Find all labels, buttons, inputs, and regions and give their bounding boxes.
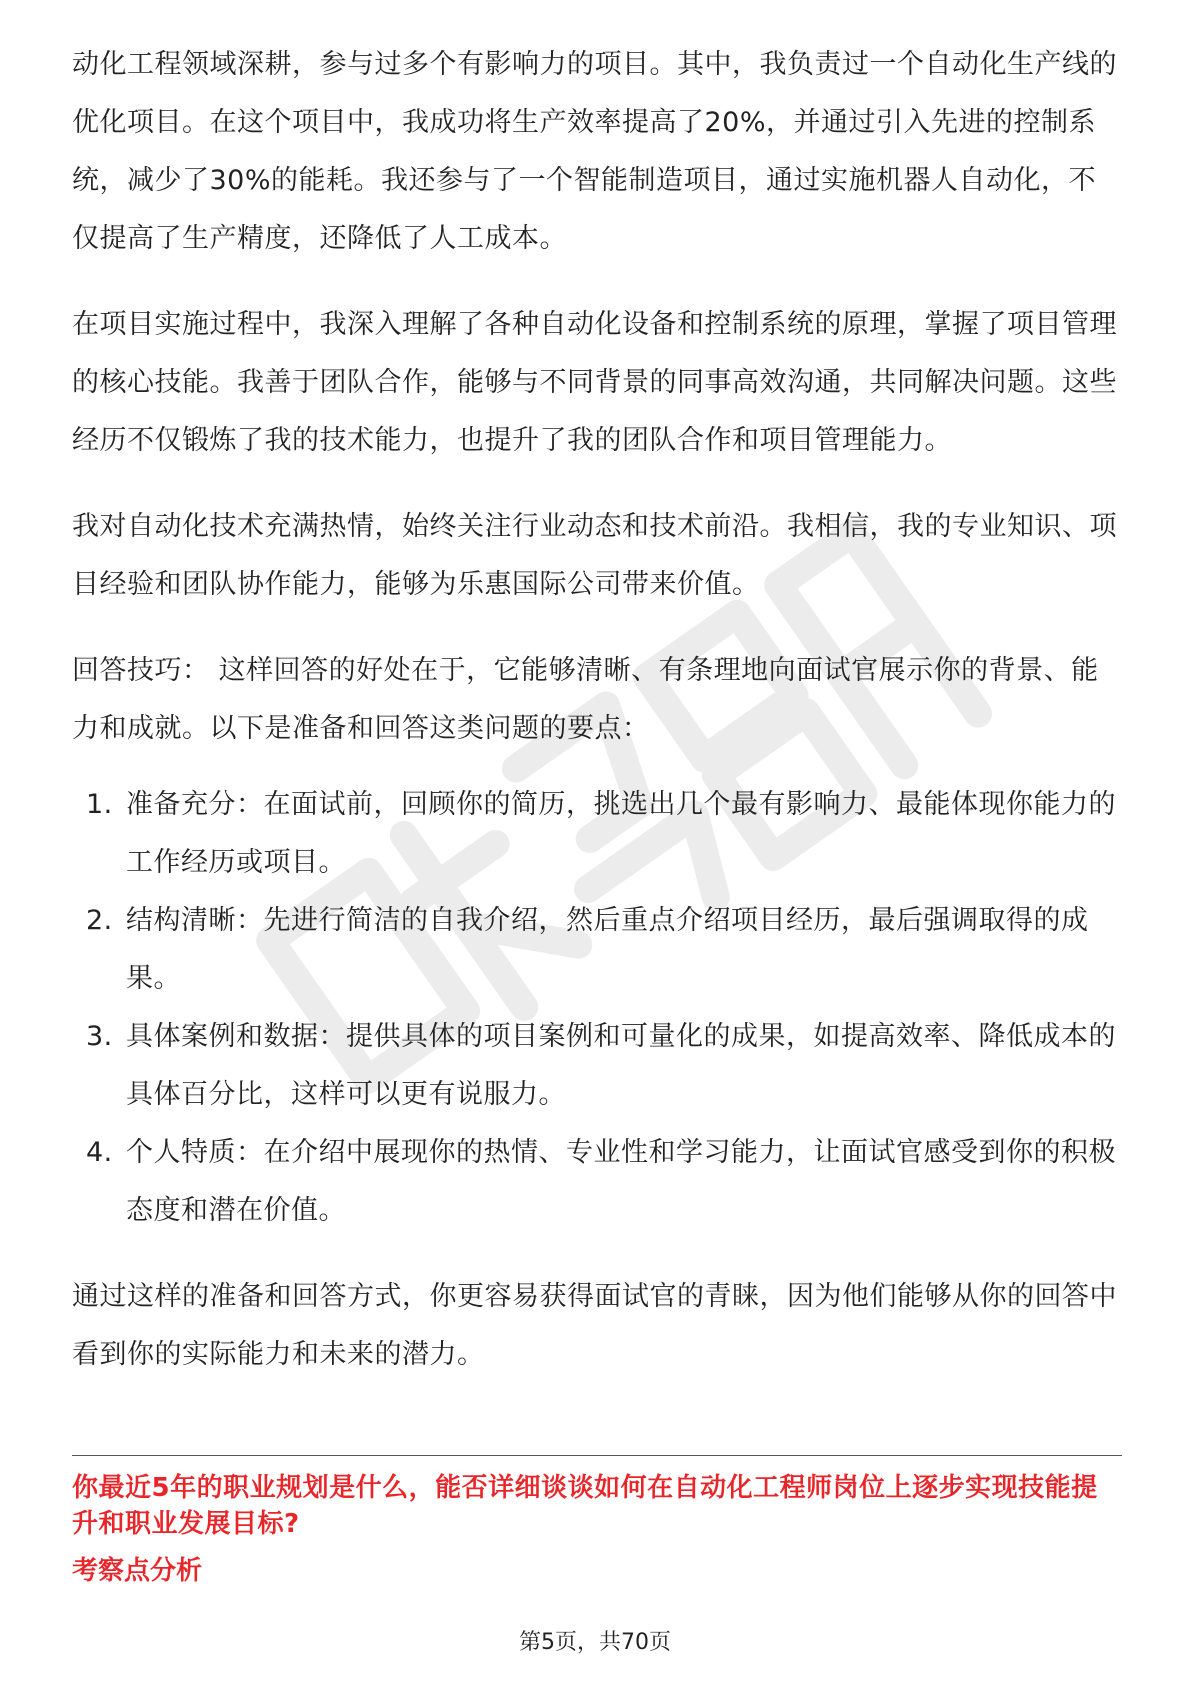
document-body	[72, 36, 1122, 1384]
list-item	[72, 1124, 1122, 1240]
list-item-text: 具体案例和数据：提供具体的项目案例和可量化的成果，如提高效率、降低成本的具体百分比，这样可以更有说服力。	[126, 1021, 1116, 1110]
list-item-text: 个人特质：在介绍中展现你的热情、专业性和学习能力，让面试官感受到你的积极态度和潜在价值。	[126, 1137, 1116, 1226]
list-item	[72, 892, 1122, 1008]
page-footer: 第5页，共70页	[519, 1630, 671, 1655]
list-item	[72, 1008, 1122, 1124]
paragraph-implementation: 在项目实施过程中，我深入理解了各种自动化设备和控制系统的原理，掌握了项目管理的核心技能。我善于团队合作，能够与不同背景的同事高效沟通，共同解决问题。这些经历不仅锻炼了我的技术能力，也提升了我的团队合作和项目管理能力。	[72, 309, 1117, 456]
tips-list	[72, 776, 1122, 1240]
section-heading: 考察点分析	[72, 1556, 203, 1586]
list-item-text: 准备充分：在面试前，回顾你的简历，挑选出几个最有影响力、最能体现你能力的工作经历或项目。	[126, 789, 1116, 878]
list-item-number: 2.	[86, 905, 113, 936]
list-item-number: 1.	[86, 789, 113, 820]
paragraph-project-experience: 动化工程领域深耕，参与过多个有影响力的项目。其中，我负责过一个自动化生产线的优化项目。在这个项目中，我成功将生产效率提高了20%，并通过引入先进的控制系统，减少了30%的能耗。我还参与了一个智能制造项目，通过实施机器人自动化，不仅提高了生产精度，还降低了人工成本。	[72, 49, 1117, 254]
list-item	[72, 776, 1122, 892]
paragraph-closing: 通过这样的准备和回答方式，你更容易获得面试官的青睐，因为他们能够从你的回答中看到你的实际能力和未来的潜力。	[72, 1281, 1117, 1370]
section-divider	[72, 1455, 1122, 1456]
list-item-number: 3.	[86, 1021, 113, 1052]
list-item-number: 4.	[86, 1137, 113, 1168]
paragraph-passion: 我对自动化技术充满热情，始终关注行业动态和技术前沿。我相信，我的专业知识、项目经验和团队协作能力，能够为乐惠国际公司带来价值。	[72, 511, 1117, 600]
paragraph-answer-tips: 回答技巧： 这样回答的好处在于，它能够清晰、有条理地向面试官展示你的背景、能力和成就。以下是准备和回答这类问题的要点：	[72, 655, 1099, 744]
list-item-text: 结构清晰：先进行简洁的自我介绍，然后重点介绍项目经历，最后强调取得的成果。	[126, 905, 1089, 994]
interview-question: 你最近5年的职业规划是什么，能否详细谈谈如何在自动化工程师岗位上逐步实现技能提升和职业发展目标?	[72, 1473, 1098, 1539]
